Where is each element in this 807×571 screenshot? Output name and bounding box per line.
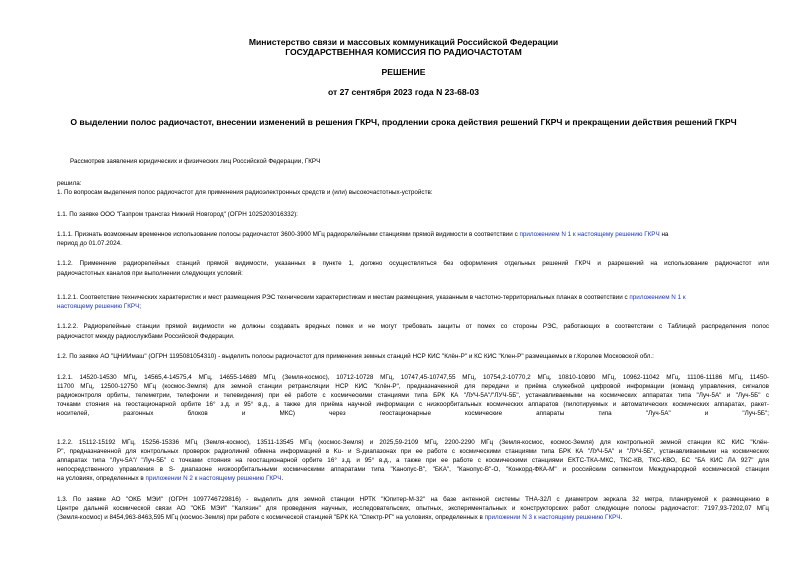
item-1-1-2-line-2: радиочастотных каналов при выполнении следующих условий: — [57, 270, 243, 277]
item-1-2-2-line-4: непосредственного управления в S- диапазоне низкоорбитальными космическими аппаратами типа "Канопус-В", "БКА", "Канопус-В"-О, "Конкорд-ФКА-М" и российским сегментом Международной космической станции — [57, 466, 769, 473]
item-1-1-1-line-2: период до 01.07.2024. — [57, 240, 122, 247]
item-1-2-1-line-5: носителей, разгонных блоков и МКС) через геостационарные космические аппараты типа "Луч-5А" и "Луч-5Б"; — [57, 410, 769, 417]
decision-date-number: от 27 сентября 2023 года N 23-68-03 — [327, 87, 480, 97]
item-1-1-2: 1.1.2. Применение радиорелейных станций прямой видимости, указанных в пункте 1, должно осуществляться без оформления отдельных решений ГКРЧ и разрешений на использование радиочастот или — [57, 260, 769, 267]
item-1-1-2-2-line-2: радиочастот между радиослужбами Российской Федерации. — [57, 333, 235, 340]
item-1-1-1: 1.1.1. Признать возможным временное использование полосы радиочастот 3600-3900 МГц радиорелейными станциями прямой видимости в соответствии с приложением N 1 к настоящему решению ГКРЧ на — [57, 231, 669, 238]
appendix-3-link[interactable]: приложении N 3 к настоящему решению ГКРЧ — [484, 514, 621, 521]
item-1-1-2-2: 1.1.2.2. Радиорелейные станции прямой видимости не должны создавать вредных помех и не могут требовать защиты от помех со стороны РЭС, работающих в соответствии с Таблицей распределения полос — [57, 323, 769, 330]
item-1-2-2-line-5: на условиях, определенных в приложении N 2 к настоящему решению ГКРЧ. — [57, 475, 284, 482]
ministry-name: Министерство связи и массовых коммуникаций Российской Федерации — [248, 37, 559, 47]
appendix-2-link[interactable]: приложении N 2 к настоящему решению ГКРЧ — [145, 475, 282, 482]
item-1-2: 1.2. По заявке АО "ЦНИИмаш" (ОГРН 1195081054310) - выделить полосы радиочастот для применения земных станций НСР КИС "Клён-Р" и КС КИС "Клен-Р" размещаемых в г.Королев Московской обл.: — [57, 353, 654, 360]
item-1-2-1-line-3: радиоконтроля орбиты, телеметрии, телефонии и телевидения) при её работе с космическими станциями типа БРК КА "ЛУЧ-5А"/"ЛУЧ-5Б", устанавливаемыми на космических аппаратах типа "Луч-5А" и "Луч-5Б" с — [57, 392, 769, 399]
item-1-3-line-1: 1.3. По заявке АО "ОКБ МЭИ" (ОГРН 1097746729816) - выделить для земной станции НРТК "Юпитер-М-32" на базе антенной системы ТНА-32Л с диаметром зеркала 32 метра, планируемой к размещению в — [57, 496, 769, 503]
item-1-3-line-2: Центре дальней космической связи АО "ОКБ МЭИ" "Калязин" для проведения научных, исследовательских, опытных, экспериментальных и конструкторских работ следующие полосы радиочастот: 7197,93-7202,07 МГц — [57, 505, 769, 512]
document-title: О выделении полос радиочастот, внесении изменений в решения ГКРЧ, продлении срока действия решений ГКРЧ и прекращении действия решений ГКРЧ — [70, 117, 737, 127]
item-1-1-2-1: 1.1.2.1. Соответствие технических характеристик и мест размещения РЭС техническим характеристикам и местам размещения, указанным в частотно-территориальных планах в соответствии с приложением N 1 к — [57, 294, 686, 301]
appendix-1-link-continued[interactable]: настоящему решению ГКРЧ — [57, 303, 140, 310]
commission-name: ГОСУДАРСТВЕННАЯ КОМИССИЯ ПО РАДИОЧАСТОТАМ — [285, 47, 522, 57]
item-1-3-line-3: (Земля-космос) и 8454,963-8463,595 МГц (космос-Земля) при работе с космической станцией "БРК КА "Спектр-РГ" на условиях, определенных в приложении N 3 к настоящему решению ГКРЧ. — [57, 514, 623, 521]
item-1: 1. По вопросам выделения полос радиочастот для применения радиоэлектронных средств и (или) высокочастотных-устройств: — [57, 189, 433, 196]
decision-heading: РЕШЕНИЕ — [381, 67, 426, 77]
item-1-2-1-line-1: 1.2.1. 14520-14530 МГц, 14565,4-14575,4 МГц, 14655-14689 МГц (Земля-космос), 10712-10728 МГц, 10747,45-10747,55 МГц, 10754,2-10770,2 МГц, 10810-10890 МГц, 10962-11042 МГц, 11106-11186 МГц, 11450- — [57, 374, 769, 381]
item-1-2-1-line-2: 11700 МГц, 12500-12750 МГц (космос-Земля) для земной станции ретрансляции НСР КИС "Клён-Р", предназначенной для передачи и приёма служебной цифровой информации (команд управления, сигналов — [57, 383, 769, 390]
preamble: Рассмотрев заявления юридических и физических лиц Российской Федерации, ГКРЧ — [70, 158, 321, 165]
item-1-2-1-line-4: точками стояния на геостационарной орбите 16° з.д. и 95° в.д., а также для приёма научной информации с низкоорбитальных космических аппаратов (пилотируемых и автоматических космических аппаратах, ракет- — [57, 401, 769, 408]
item-1-1: 1.1. По заявке ООО "Газпром трансгаз Нижний Новгород" (ОГРН 1025203016332): — [57, 211, 298, 218]
item-1-2-2-line-2: Р", предназначенной для контрольных проверок радиолиний обмена информацией в Ku- и S-диапазонах при ее работе с космическими станциями типа БРК КА "ЛУЧ-5А" и "ЛУЧ-5Б", устанавливаемыми на космических — [57, 448, 769, 455]
resolved-label: решила: — [57, 180, 82, 187]
item-1-2-2-line-3: аппаратах типа "Луч-5А"/ "Луч-5Б" с точками стояния на геостационарной орбите 16° з.д. и 95° в.д., а также при ее работе с космическими станциями ЕКТС-ТКА-МКС, ТКС-КВ, ТКС-КВО, БС "БА КИС ЛА 927" для — [57, 457, 769, 464]
appendix-1-link[interactable]: приложением N 1 к настоящему решению ГКРЧ — [519, 231, 660, 238]
item-1-1-2-1-line-2: настоящему решению ГКРЧ; — [57, 303, 142, 310]
item-1-2-2-line-1: 1.2.2. 15112-15192 МГц, 15256-15336 МГц (Земля-космос), 13511-13545 МГц (космос-Земля) и 2025,59-2109 МГц, 2200-2290 МГц (Земля-космос, космос-Земля) для контрольной земной станции КС КИС "Клён- — [57, 439, 769, 446]
appendix-1-link[interactable]: приложением N 1 к — [629, 294, 686, 301]
